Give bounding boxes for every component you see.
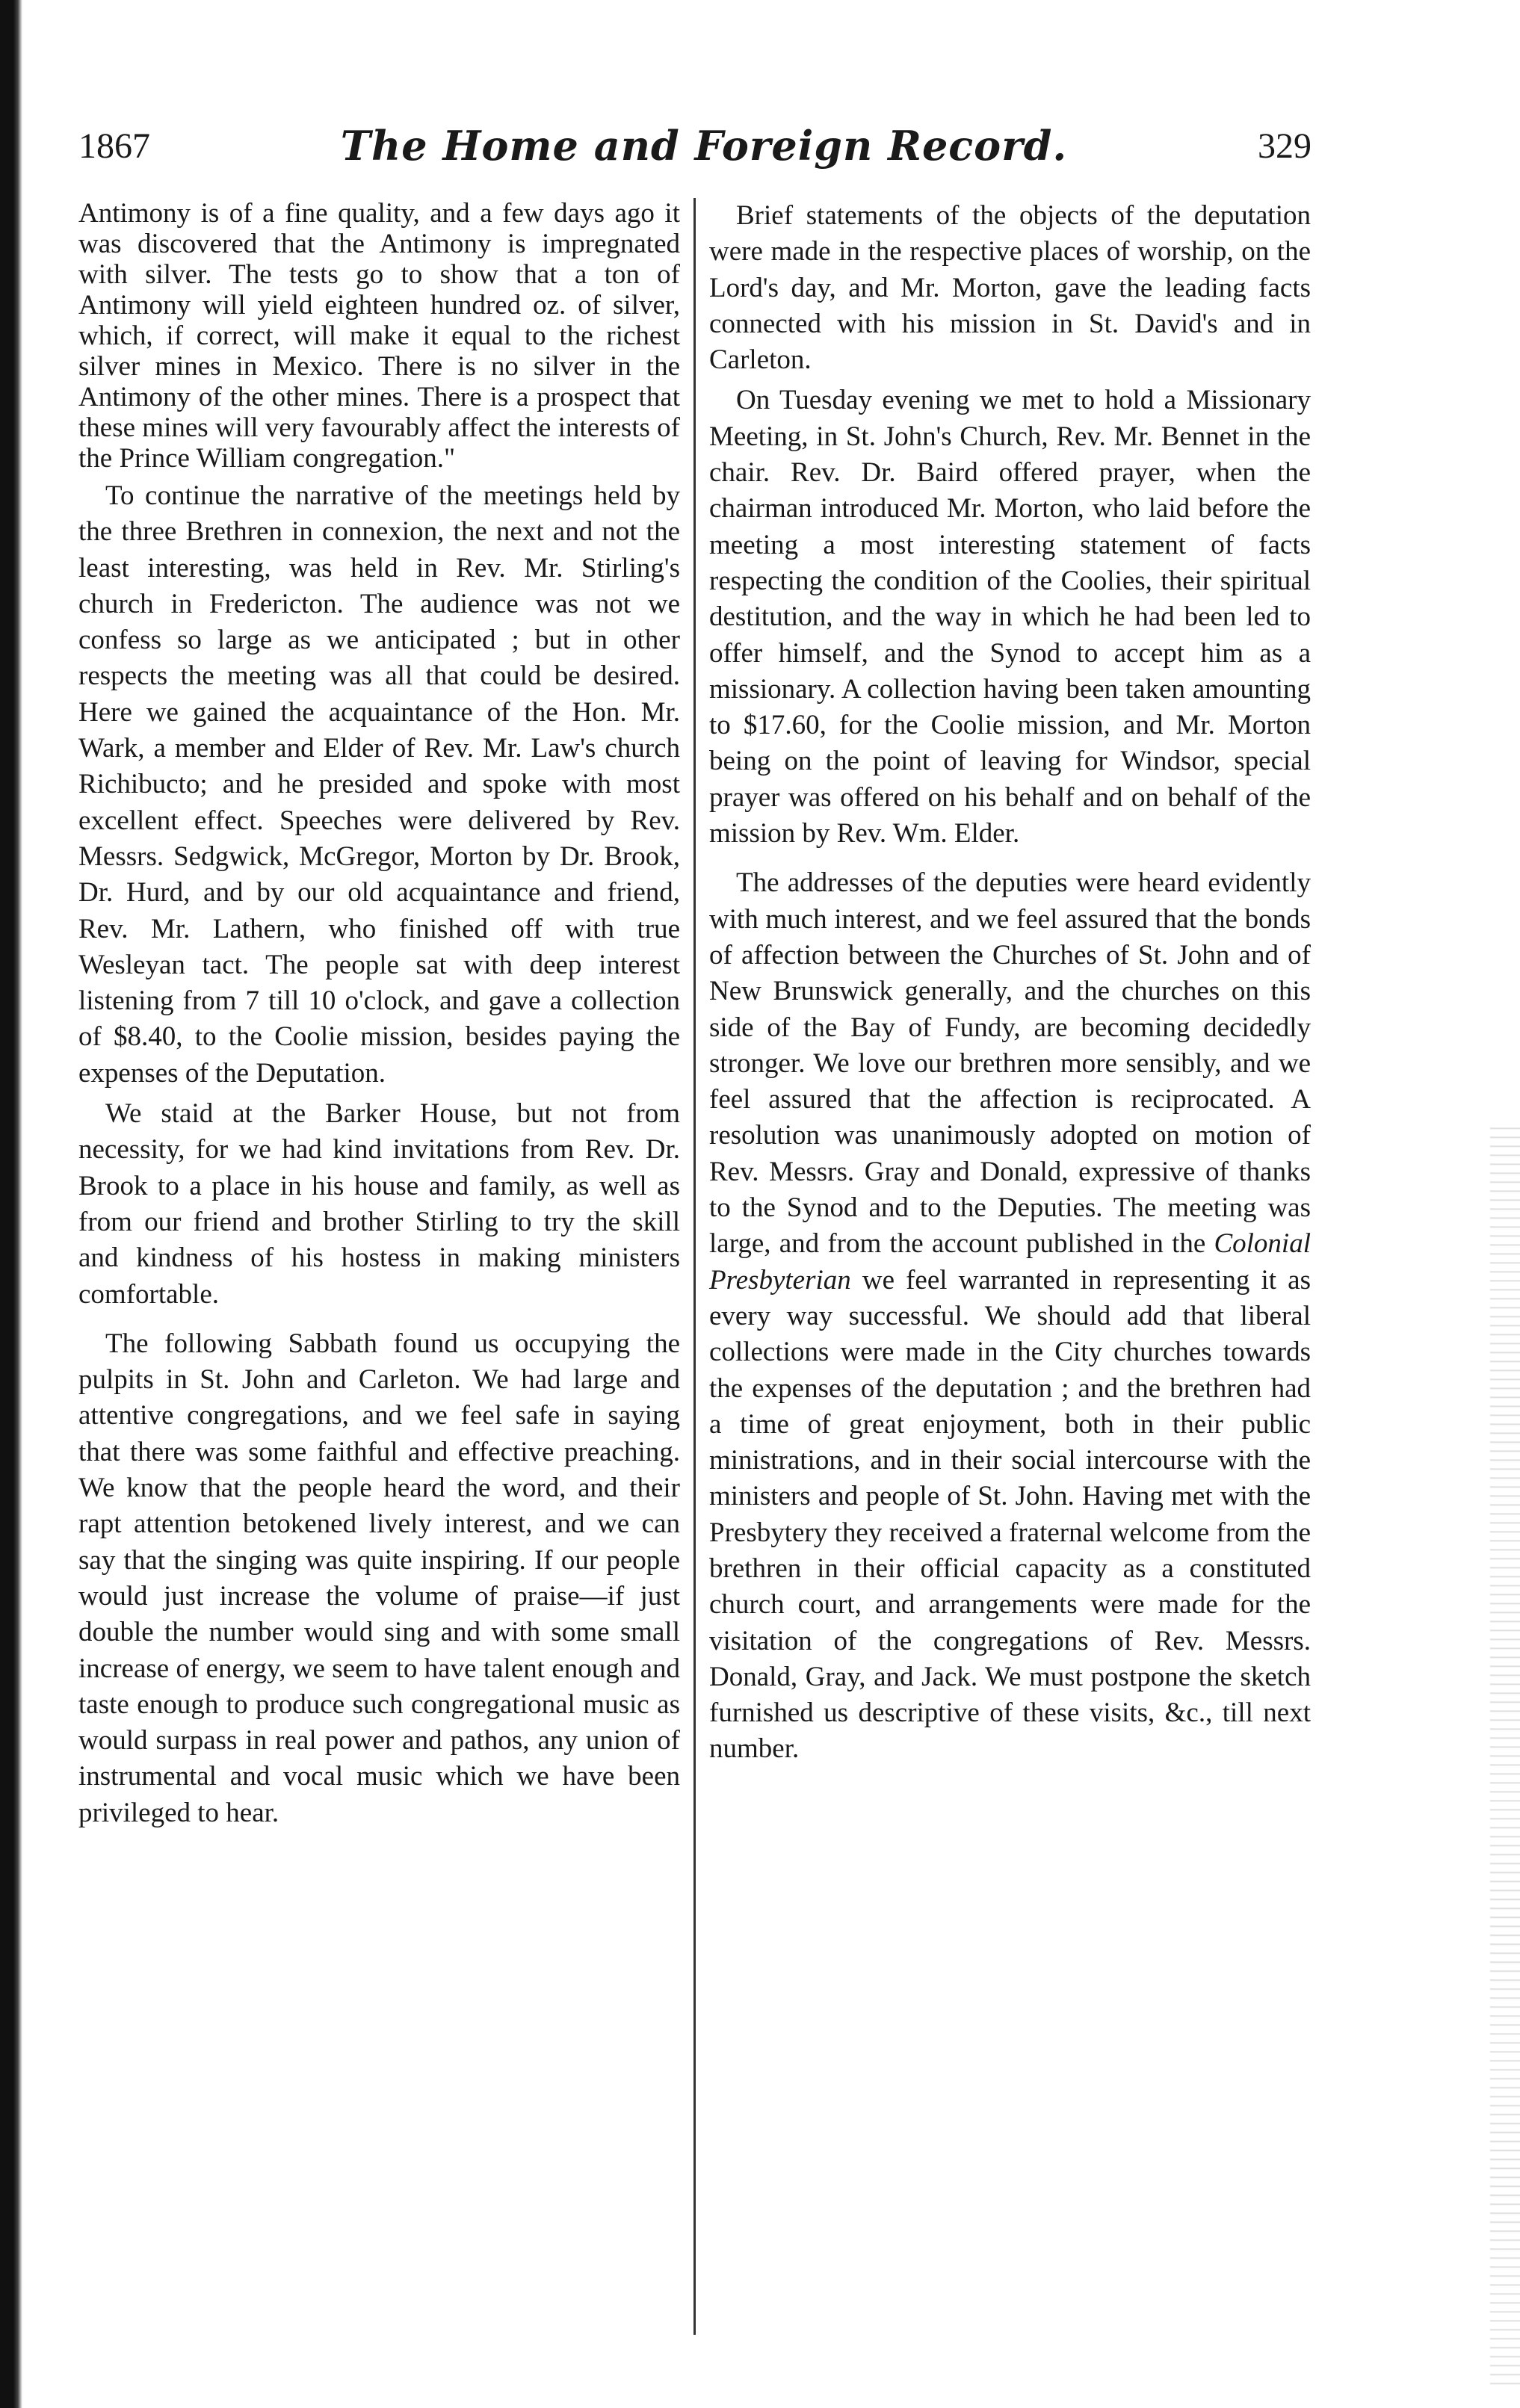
column-divider <box>693 198 696 2335</box>
page-header <box>78 112 1312 179</box>
paragraph-addresses <box>709 865 1311 1767</box>
header-year: 1867 <box>78 126 150 166</box>
paragraph-addresses-start: The addresses of the deputies were heard evidently with much interest, and we feel assured that the bonds of affection between the Churches of St. John and of New Brunswick generally, and the churches on this side of the Bay of Fundy, are becoming decidedly stronger. We love our brethren more sensibly, and we feel assured that the affection is reciprocated. A resolution was unanimously adopted on motion of Rev. Messrs. Gray and Donald, expressive of thanks to the Synod and to the Deputies. The meeting was large, and from the account published in the <box>709 867 1311 1260</box>
paragraph-antimony: Antimony is of a fine quality, and a few days ago it was discovered that the Antimony is impregnated with silver. The tests go to show that a ton of Antimony will yield eighteen hundred oz. of silver, which, if correct, will make it equal to the richest silver mines in Mexico. There is no silver in the Antimony of the other mines. There is a prospect that these mines will very favourably affect the interests of the Prince William congregation." <box>78 198 680 474</box>
paragraph-barker-house: We staid at the Barker House, but not from necessity, for we had kind invitations from Rev. Dr. Brook to a place in his house and family, as well as from our friend and brother Stirling to try the skill and kindness of his hostess in making ministers comfortable. <box>78 1098 680 1310</box>
paragraph-deputation-statements: Brief statements of the objects of the deputation were made in the respective places of worship, on the Lord's day, and Mr. Morton, gave the leading facts connected with his mission in St. David's and in Carleton. <box>709 200 1311 376</box>
paragraph-addresses-end: we feel warranted in representing it as every way successful. We should add that liberal collections were made in the City churches towards the expenses of the deputation ; and the brethren had a time of great enjoyment, both in their public ministrations, and in their social intercourse with the ministers and people of St. John. Having met with the Presbytery they received a fraternal welcome from the brethren in their official capacity as a constituted church court, and arrangements were made for the visitation of the congregations of Rev. Messrs. Donald, Gray, and Jack. We must postpone the sketch furnished us descriptive of these visits, &c., till next number. <box>709 1264 1311 1765</box>
newspaper-title: Colonial Presbyterian <box>709 1228 1311 1296</box>
left-column <box>78 198 680 2335</box>
article-body <box>78 198 1312 2335</box>
journal-title: The Home and Foreign Record. <box>340 122 1068 170</box>
scan-margin-noise <box>1490 1121 1520 2391</box>
right-column <box>709 198 1311 2335</box>
scan-border <box>0 0 22 2408</box>
page-number: 329 <box>1257 126 1312 166</box>
paragraph-fredericton-meeting: To continue the narrative of the meetings held by the three Brethren in connexion, the next and not the least interesting, was held in Rev. Mr. Stirling's church in Fredericton. The audience was not we confess so large as we anticipated ; but in other respects the meeting was all that could be desired. Here we gained the acquaintance of the Hon. Mr. Wark, a member and Elder of Rev. Mr. Law's church Richibucto; and he presided and spoke with most excellent effect. Speeches were delivered by Rev. Messrs. Sedgwick, McGregor, Morton by Dr. Brook, Dr. Hurd, and by our old acquaintance and friend, Rev. Mr. Lathern, who finished off with true Wesleyan tact. The people sat with deep interest listening from 7 till 10 o'clock, and gave a collection of $8.40, to the Coolie mission, besides paying the expenses of the Deputation. <box>78 480 680 1089</box>
paragraph-sabbath: The following Sabbath found us occupying the pulpits in St. John and Carleton. We had large and attentive congregations, and we feel safe in saying that there was some faithful and effective preaching. We know that the people heard the word, and their rapt attention betokened lively interest, and we can say that the singing was quite inspiring. If our people would just increase the volume of praise—if just double the number would sing and with some small increase of energy, we seem to have talent enough and taste enough to produce such congregational music as would surpass in real power and pathos, any union of instrumental and vocal music which we have been privileged to hear. <box>78 1328 680 1828</box>
paragraph-missionary-meeting: On Tuesday evening we met to hold a Missionary Meeting, in St. John's Church, Rev. Mr. Bennet in the chair. Rev. Dr. Baird offered prayer, when the chairman introduced Mr. Morton, who laid before the meeting a most interesting statement of facts respecting the condition of the Coolies, their spiritual destitution, and the way in which he had been led to offer himself, and the Synod to accept him as a missionary. A collection having been taken amounting to $17.60, for the Coolie mission, and Mr. Morton being on the point of leaving for Windsor, special prayer was offered on his behalf and on behalf of the mission by Rev. Wm. Elder. <box>709 385 1311 849</box>
